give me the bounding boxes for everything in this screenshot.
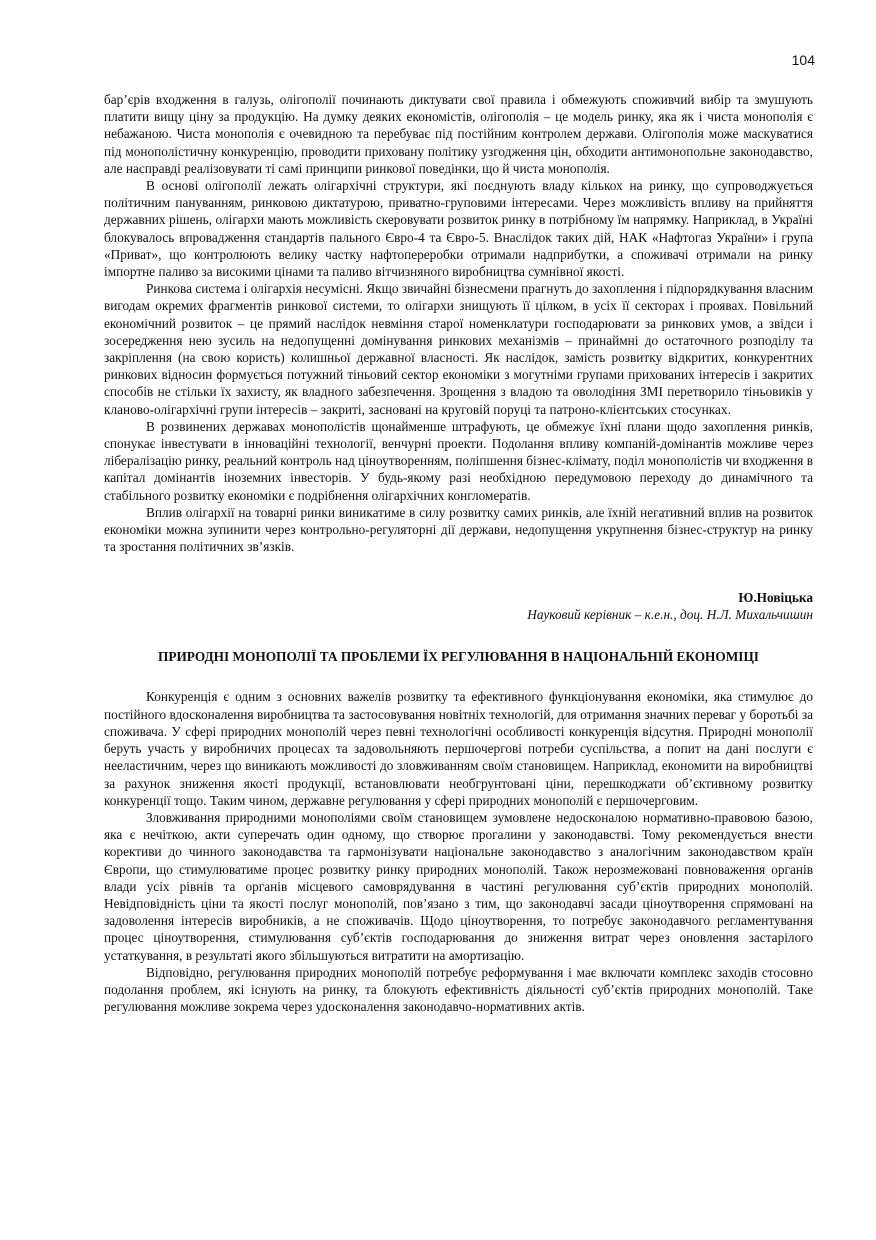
text-column [104,91,813,1015]
body-paragraph: Вплив олігархії на товарні ринки виникатиме в силу розвитку самих ринків, але їхній негативний вплив на розвиток економіки можна зупинити через контрольно-регуляторні дії держави, недопущення укрупнення бізнес-структур на ринку та зростання політичних зв’язків. [104,504,813,555]
body-paragraph: Конкуренція є одним з основних важелів розвитку та ефективного функціонування економіки, яка стимулює до постійного вдосконалення виробництва та застосовування новітніх технологій, для отримання значних переваг у боротьбі за споживача. У сфері природних монополій через певні технологічні особливості конкуренція відсутня. Природні монополії беруть участь у виробничих процесах та задовольняють першочергові потреби суспільства, а попит на дані послуги є нееластичним, через що виникають можливості до зловживанням своїм становищем. Наприклад, економити на виробництві за рахунок зниження якості продукції, встановлювати необгрунтовані ціни, перешкоджати об’єктивному розвитку конкуренції тощо. Таким чином, державне регулювання у сфері природних монополій є першочерговим. [104,689,813,808]
author-name: Ю.Новіцька [738,590,813,606]
body-paragraph: В основі олігополії лежать олігархічні структури, які поєднують владу кількох на ринку, що супроводжується політичним пануванням, ринковою диктатурою, приватно-груповими інтересами. Через можливість впливу на прийняття державних рішень, олігархи мають можливість скеровувати розвиток ринку в потрібному їм напрямку. Наприклад, в Україні блокувалось впровадження стандартів пального Євро-4 та Євро-5. Внаслідок таких дій, НАК «Нафтогаз України» і група «Приват», що контролюють велику частку нафтопереробки отримали надприбутки, а споживачі отримали на ринку імпортне паливо за високими цінами та паливо вітчизняного виробництва сумнівної якості. [104,178,813,280]
body-paragraph: Ринкова система і олігархія несумісні. Якщо звичайні бізнесмени прагнуть до захоплення і підпорядкування власним вигодам окремих фрагментів ринкової системи, то олігархи знищують її цілком, в усіх її секторах і проявах. Повільний економічний розвиток – це прямий наслідок невміння старої номенклатури господарювати за ринкових умов, а звідси і зосередження нею зусиль на недопущенні домінування ринкових механізмів – принаймні до остаточного розподілу та закріплення (на свою користь) колишньої державної власності. Як наслідок, замість розвитку відкритих, конкурентних ринкових відносин формується потужний тіньовий сектор економіки з могутніми групами прихованих інтересів і закритих способів не стільки їх захисту, як владного забезпечення. Зрощення з владою та оволодіння ЗМІ перетворило тіньовиків у кланово-олігархічні групи інтересів – закриті, засновані на круговій поруці та патроно-клієнтських стосунках. [104,281,813,417]
body-paragraph: бар’єрів входження в галузь, олігополії починають диктувати свої правила і обмежують споживчий вибір та змушують платити вищу ціну за продукцію. На думку деяких економістів, олігополія – це модель ринку, яка як і чиста монополія є небажаною. Чиста монополія є очевидною та перебуває під постійним контролем держави. Олігополія може маскуватися під монополістичну конкуренцію, проводити приховану політику узгодження цін, обходити антимонопольне законодавство, але насправді реалізовувати ті самі принципи ринкової поведінки, що й чиста монополія. [104,92,813,176]
article-body [104,688,813,1015]
supervisor-line: Науковий керівник – к.е.н., доц. Н.Л. Михальчишин [527,607,813,623]
article-title: ПРИРОДНІ МОНОПОЛІЇ ТА ПРОБЛЕМИ ЇХ РЕГУЛЮВАННЯ В НАЦІОНАЛЬНІЙ ЕКОНОМІЦІ [158,649,759,665]
previous-article-body [104,91,813,555]
author-block [104,589,813,623]
body-paragraph: Зловживання природними монополіями своїм становищем зумовлене недосконалою нормативно-правовою базою, яка є нечіткою, акти суперечать один одному, що створює прогалини у законодавстві. Тому рекомендується внести корективи до чинного законодавства та гармонізувати національне законодавство з аналогічним законодавством країн Європи, що стимулюватиме процес розвитку ринку природних монополій. Також нерозмежовані повноваження органів влади усіх рівнів та органів місцевого самоврядування в частині регулювання суб’єктів природних монополій. Невідповідність ціни та якості послуг монополій, пов’язано з тим, що законодавчі засади ціноутворення спрямовані на задоволення інтересів виробників, а не споживачів. Щодо ціноутворення, то потребує законодавчого регламентування процес ціноутворення, стимулювання суб’єктів господарювання до зниження витрат через оновлення застарілого устаткування, в результаті якого збільшуються витратити на амортизацію. [104,809,813,963]
page-number: 104 [791,52,815,68]
body-paragraph: Відповідно, регулювання природних монополій потребує реформування і має включати комплекс заходів стосовно подолання проблем, які існують на ринку, та блокують ефективність діяльності суб’єктів природних монополій. Таке регулювання можливе зокрема через удосконалення законодавчо-нормативних актів. [104,964,813,1015]
body-paragraph: В розвинених державах монополістів щонайменше штрафують, це обмежує їхні плани щодо захоплення ринків, спонукає інвестувати в інноваційні технології, венчурні проекти. Подолання впливу компаній-домінантів можливе через лібералізацію ринку, реальний контроль над ціноутворенням, поліпшення бізнес-клімату, поділ монополістів чи входження в капітал домінантів іноземних інвесторів. У будь-якому разі необхідною передумовою переходу до динамічного та стабільного розвитку економіки є подрібнення олігархічних конгломератів. [104,418,813,503]
